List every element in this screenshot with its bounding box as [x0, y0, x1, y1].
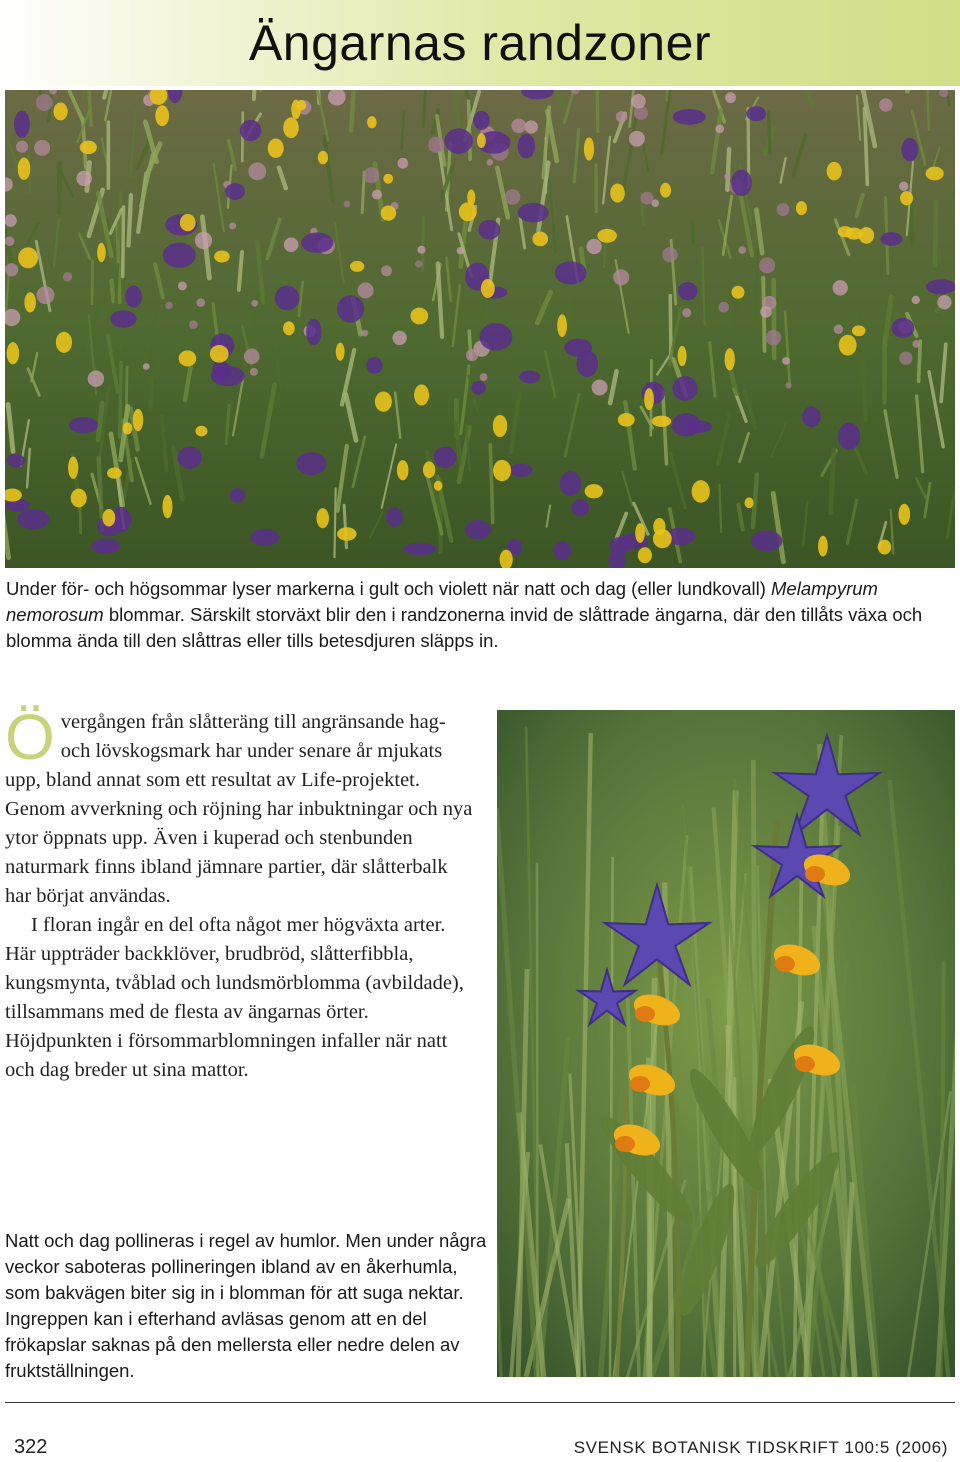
caption-text-1: Under för- och högsommar lyser markerna i gult och violett när natt och dag (eller lundkovall)	[6, 578, 772, 599]
meadow-photo	[5, 90, 955, 568]
flower-closeup-photo	[497, 710, 955, 1377]
footer-rule	[5, 1402, 955, 1403]
body-paragraph-1	[5, 701, 475, 911]
photo-caption-top	[6, 576, 950, 654]
article-body	[5, 701, 475, 1085]
photo-caption-bottom: Natt och dag pollineras i regel av humlor. Men under några veckor saboteras pollineringen ibland av en åkerhumla, som bakvägen biter sig in i blomman för att suga nektar. Ingreppen kan i efterhand avläsas genom att en del frökapslar saknas på den mellersta eller nedre delen av fruktställningen.	[5, 1230, 487, 1381]
drop-cap: Ö	[5, 701, 55, 773]
page-title: Ängarnas randzoner	[248, 15, 712, 71]
caption-species-name: Melampyrum nemorosum	[6, 578, 878, 625]
journal-name: SVENSK BOTANISK TIDSKRIFT 100:5 (2006)	[573, 1438, 948, 1457]
page-number: 322	[14, 1436, 48, 1458]
flower-closeup-illustration	[497, 710, 955, 1377]
body-paragraph-2: I floran ingår en del ofta något mer högväxta arter. Här uppträder backklöver, brudbröd, slåtterfibbla, kungsmynta, tvåblad och lundsmörblomma (avbildade), tillsammans med de flesta av ängarnas örter. Höjdpunkten i försommarblomningen infaller när natt och dag breder ut sina mattor.	[5, 914, 464, 1081]
caption-text-2: blommar. Särskilt storväxt blir den i randzonerna invid de slåttrade ängarna, där den tillåts växa och blomma ända till den slåttras eller tills betesdjuren släpps in.	[6, 604, 923, 651]
meadow-photo-illustration	[5, 90, 955, 568]
body-paragraph-1-text: vergången från slåtteräng till angränsande hag- och lövskogsmark har under senare år mjukats upp, bland annat som ett resultat av Life-projektet. Genom avverkning och röjning har inbuktningar och nya ytor öppnats upp. Även i kuperad och stenbunden naturmark finns ibland jämnare partier, där slåtterbalk har börjat användas.	[5, 711, 473, 907]
